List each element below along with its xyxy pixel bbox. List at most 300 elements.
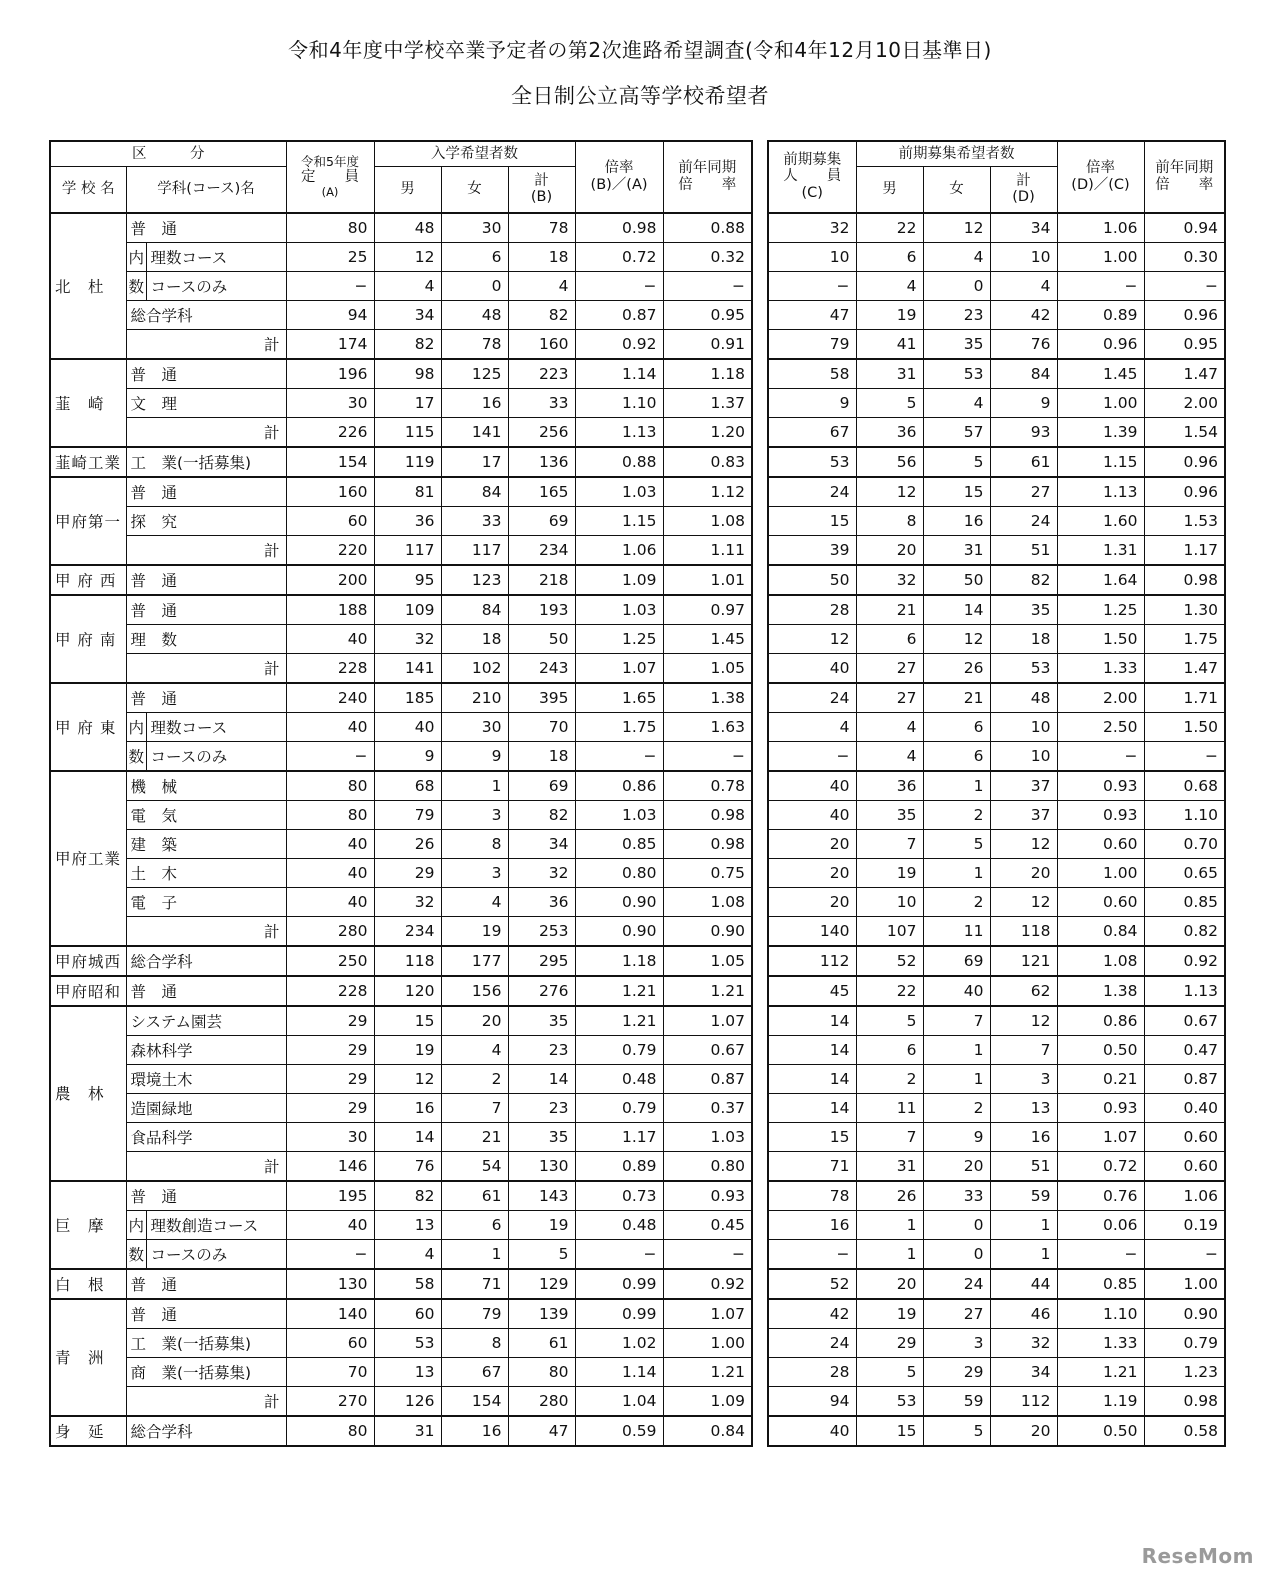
value-cell: 10 bbox=[990, 712, 1057, 741]
value-cell: 28 bbox=[768, 1357, 856, 1386]
value-cell: 0.91 bbox=[663, 329, 752, 359]
value-cell: 95 bbox=[374, 565, 441, 595]
table-row bbox=[768, 800, 1225, 829]
department-name: 総合学科 bbox=[126, 946, 286, 976]
value-cell: 17 bbox=[441, 447, 508, 477]
header-applicants: 入学希望者数 bbox=[374, 141, 575, 167]
value-cell: 0.89 bbox=[1057, 300, 1144, 329]
value-cell: 0.50 bbox=[1057, 1035, 1144, 1064]
table-row bbox=[50, 1299, 752, 1329]
value-cell: 40 bbox=[286, 624, 374, 653]
value-cell: 1.63 bbox=[663, 712, 752, 741]
value-cell: 0.45 bbox=[663, 1210, 752, 1239]
value-cell: 78 bbox=[441, 329, 508, 359]
value-cell: 0.88 bbox=[575, 447, 663, 477]
value-cell: 1.07 bbox=[575, 653, 663, 683]
value-cell: 53 bbox=[856, 1386, 923, 1416]
value-cell: 1 bbox=[923, 771, 990, 801]
header-school: 学 校 名 bbox=[50, 167, 126, 213]
value-cell: 1.07 bbox=[663, 1299, 752, 1329]
table-row bbox=[50, 624, 752, 653]
value-cell: 0.78 bbox=[663, 771, 752, 801]
value-cell: 40 bbox=[286, 712, 374, 741]
value-cell: 5 bbox=[856, 1006, 923, 1036]
value-cell: 0.98 bbox=[663, 800, 752, 829]
value-cell: 4 bbox=[856, 712, 923, 741]
table-row bbox=[768, 271, 1225, 300]
value-cell: 140 bbox=[768, 916, 856, 946]
table-row bbox=[768, 1151, 1225, 1181]
value-cell: 0.99 bbox=[575, 1299, 663, 1329]
value-cell: 80 bbox=[286, 213, 374, 243]
department-name: 普 通 bbox=[126, 1181, 286, 1211]
value-cell: 1 bbox=[856, 1210, 923, 1239]
value-cell: 1.75 bbox=[1144, 624, 1225, 653]
table-row bbox=[768, 916, 1225, 946]
department-name: 商 業(一括募集) bbox=[126, 1357, 286, 1386]
value-cell: 223 bbox=[508, 359, 575, 389]
value-cell: 40 bbox=[286, 887, 374, 916]
value-cell: 234 bbox=[374, 916, 441, 946]
table-row bbox=[50, 916, 752, 946]
value-cell: 0.99 bbox=[575, 1269, 663, 1299]
value-cell: 1.03 bbox=[575, 477, 663, 507]
value-cell: 15 bbox=[923, 477, 990, 507]
value-cell: 29 bbox=[286, 1006, 374, 1036]
value-cell: 70 bbox=[508, 712, 575, 741]
value-cell: 0.88 bbox=[663, 213, 752, 243]
value-cell: 51 bbox=[990, 1151, 1057, 1181]
value-cell: 0.86 bbox=[1057, 1006, 1144, 1036]
value-cell: 59 bbox=[923, 1386, 990, 1416]
value-cell: 14 bbox=[768, 1035, 856, 1064]
table-row bbox=[50, 683, 752, 713]
value-cell: 58 bbox=[374, 1269, 441, 1299]
table-row bbox=[50, 1122, 752, 1151]
value-cell: 32 bbox=[990, 1328, 1057, 1357]
value-cell: 1.64 bbox=[1057, 565, 1144, 595]
header-prev-l1: 前年同期 bbox=[678, 160, 737, 177]
value-cell: 50 bbox=[768, 565, 856, 595]
value-cell: 0.76 bbox=[1057, 1181, 1144, 1211]
value-cell: 218 bbox=[508, 565, 575, 595]
department-name: 文 理 bbox=[126, 388, 286, 417]
value-cell: 35 bbox=[508, 1006, 575, 1036]
value-cell: 130 bbox=[508, 1151, 575, 1181]
value-cell: 0.80 bbox=[575, 858, 663, 887]
table-row bbox=[768, 683, 1225, 713]
table-row bbox=[50, 477, 752, 507]
value-cell: 143 bbox=[508, 1181, 575, 1211]
value-cell: 60 bbox=[374, 1299, 441, 1329]
department-name: 森林科学 bbox=[126, 1035, 286, 1064]
value-cell: 1 bbox=[923, 1064, 990, 1093]
value-cell: 1.54 bbox=[1144, 417, 1225, 447]
value-cell: 61 bbox=[990, 447, 1057, 477]
header-dept: 学科(コース)名 bbox=[126, 167, 286, 213]
value-cell: 10 bbox=[990, 741, 1057, 771]
value-cell: 1.38 bbox=[663, 683, 752, 713]
value-cell: 32 bbox=[374, 887, 441, 916]
header-kubun: 区 分 bbox=[50, 141, 286, 167]
value-cell: 40 bbox=[768, 800, 856, 829]
value-cell: 27 bbox=[856, 653, 923, 683]
value-cell: 36 bbox=[374, 506, 441, 535]
value-cell: − bbox=[663, 271, 752, 300]
value-cell: 15 bbox=[768, 506, 856, 535]
value-cell: 3 bbox=[923, 1328, 990, 1357]
value-cell: 13 bbox=[990, 1093, 1057, 1122]
school-name: 青 洲 bbox=[50, 1299, 126, 1416]
value-cell: 30 bbox=[286, 388, 374, 417]
table-row bbox=[50, 1357, 752, 1386]
value-cell: 5 bbox=[508, 1239, 575, 1269]
value-cell: 0 bbox=[923, 1210, 990, 1239]
value-cell: 20 bbox=[856, 1269, 923, 1299]
value-cell: 0.85 bbox=[1144, 887, 1225, 916]
subtotal-label: 計 bbox=[126, 916, 286, 946]
school-name: 北 杜 bbox=[50, 213, 126, 359]
table-row bbox=[50, 595, 752, 625]
table-row bbox=[768, 477, 1225, 507]
value-cell: 8 bbox=[856, 506, 923, 535]
value-cell: 19 bbox=[856, 858, 923, 887]
value-cell: 154 bbox=[441, 1386, 508, 1416]
value-cell: 14 bbox=[923, 595, 990, 625]
value-cell: 19 bbox=[441, 916, 508, 946]
department-name: 普 通 bbox=[126, 565, 286, 595]
value-cell: − bbox=[663, 1239, 752, 1269]
value-cell: 1.33 bbox=[1057, 653, 1144, 683]
value-cell: 121 bbox=[990, 946, 1057, 976]
value-cell: 31 bbox=[856, 1151, 923, 1181]
value-cell: 19 bbox=[374, 1035, 441, 1064]
value-cell: 4 bbox=[856, 271, 923, 300]
table-row bbox=[768, 1035, 1225, 1064]
value-cell: 18 bbox=[990, 624, 1057, 653]
header-capacity-l3: (A) bbox=[321, 184, 339, 199]
value-cell: 0.84 bbox=[663, 1416, 752, 1446]
value-cell: 1.00 bbox=[1057, 242, 1144, 271]
header-early-l2: 人 員 bbox=[783, 168, 842, 185]
value-cell: 125 bbox=[441, 359, 508, 389]
value-cell: − bbox=[1144, 741, 1225, 771]
value-cell: 2 bbox=[923, 800, 990, 829]
table-row bbox=[50, 271, 752, 300]
value-cell: 12 bbox=[374, 242, 441, 271]
school-name: 韮 崎 bbox=[50, 359, 126, 447]
value-cell: 1.06 bbox=[1144, 1181, 1225, 1211]
value-cell: 40 bbox=[923, 976, 990, 1006]
value-cell: 19 bbox=[856, 1299, 923, 1329]
value-cell: 24 bbox=[923, 1269, 990, 1299]
value-cell: 177 bbox=[441, 946, 508, 976]
value-cell: 26 bbox=[374, 829, 441, 858]
value-cell: 48 bbox=[374, 213, 441, 243]
value-cell: 129 bbox=[508, 1269, 575, 1299]
value-cell: 123 bbox=[441, 565, 508, 595]
value-cell: − bbox=[1057, 741, 1144, 771]
value-cell: 20 bbox=[768, 858, 856, 887]
value-cell: 0.60 bbox=[1057, 887, 1144, 916]
table-row bbox=[768, 653, 1225, 683]
value-cell: − bbox=[663, 741, 752, 771]
value-cell: 1.17 bbox=[1144, 535, 1225, 565]
value-cell: 1.23 bbox=[1144, 1357, 1225, 1386]
department-name: コースのみ bbox=[146, 1239, 286, 1269]
value-cell: 0.98 bbox=[663, 829, 752, 858]
value-cell: 7 bbox=[441, 1093, 508, 1122]
value-cell: 93 bbox=[990, 417, 1057, 447]
right-table-body bbox=[768, 213, 1225, 1446]
table-row bbox=[768, 771, 1225, 801]
value-cell: 5 bbox=[923, 447, 990, 477]
value-cell: 2 bbox=[923, 887, 990, 916]
value-cell: 20 bbox=[768, 829, 856, 858]
value-cell: 1.19 bbox=[1057, 1386, 1144, 1416]
value-cell: 41 bbox=[856, 329, 923, 359]
header-ratio-l1: 倍率 bbox=[604, 160, 634, 177]
value-cell: 1.17 bbox=[575, 1122, 663, 1151]
department-name: システム園芸 bbox=[126, 1006, 286, 1036]
value-cell: 35 bbox=[923, 329, 990, 359]
value-cell: 3 bbox=[990, 1064, 1057, 1093]
department-name: 普 通 bbox=[126, 1269, 286, 1299]
value-cell: 1.14 bbox=[575, 1357, 663, 1386]
value-cell: − bbox=[1057, 271, 1144, 300]
value-cell: 79 bbox=[374, 800, 441, 829]
value-cell: 82 bbox=[374, 1181, 441, 1211]
value-cell: 82 bbox=[374, 329, 441, 359]
value-cell: 193 bbox=[508, 595, 575, 625]
value-cell: 0.98 bbox=[1144, 1386, 1225, 1416]
value-cell: 12 bbox=[990, 829, 1057, 858]
value-cell: 40 bbox=[286, 858, 374, 887]
department-name: 機 械 bbox=[126, 771, 286, 801]
value-cell: 5 bbox=[923, 1416, 990, 1446]
department-name: 食品科学 bbox=[126, 1122, 286, 1151]
header-ratio-right bbox=[1057, 141, 1144, 213]
table-row bbox=[50, 506, 752, 535]
value-cell: 0.93 bbox=[1057, 1093, 1144, 1122]
value-cell: 8 bbox=[441, 829, 508, 858]
value-cell: 9 bbox=[990, 388, 1057, 417]
value-cell: 6 bbox=[856, 1035, 923, 1064]
table-row bbox=[768, 300, 1225, 329]
value-cell: 1.21 bbox=[575, 1006, 663, 1036]
school-name: 韮崎工業 bbox=[50, 447, 126, 477]
value-cell: 12 bbox=[923, 213, 990, 243]
value-cell: 160 bbox=[508, 329, 575, 359]
subtotal-label: 計 bbox=[126, 329, 286, 359]
value-cell: 1.09 bbox=[575, 565, 663, 595]
value-cell: 0.98 bbox=[1144, 565, 1225, 595]
value-cell: 0.83 bbox=[663, 447, 752, 477]
value-cell: 0.60 bbox=[1057, 829, 1144, 858]
value-cell: 228 bbox=[286, 976, 374, 1006]
value-cell: 79 bbox=[441, 1299, 508, 1329]
breakdown-marker: 数 bbox=[126, 271, 146, 300]
value-cell: 0.93 bbox=[1057, 800, 1144, 829]
value-cell: 119 bbox=[374, 447, 441, 477]
breakdown-marker: 内 bbox=[126, 242, 146, 271]
value-cell: 0.87 bbox=[1144, 1064, 1225, 1093]
header-total-right bbox=[990, 167, 1057, 213]
table-row bbox=[50, 535, 752, 565]
header-early-applicants: 前期募集希望者数 bbox=[856, 141, 1057, 167]
value-cell: 20 bbox=[990, 1416, 1057, 1446]
value-cell: 14 bbox=[768, 1064, 856, 1093]
value-cell: 82 bbox=[990, 565, 1057, 595]
value-cell: 1.05 bbox=[663, 946, 752, 976]
value-cell: 34 bbox=[990, 1357, 1057, 1386]
value-cell: 34 bbox=[374, 300, 441, 329]
value-cell: 15 bbox=[768, 1122, 856, 1151]
value-cell: 23 bbox=[508, 1093, 575, 1122]
value-cell: 69 bbox=[508, 506, 575, 535]
value-cell: 20 bbox=[856, 535, 923, 565]
value-cell: 270 bbox=[286, 1386, 374, 1416]
table-row bbox=[50, 653, 752, 683]
header-total bbox=[508, 167, 575, 213]
value-cell: 25 bbox=[286, 242, 374, 271]
table-row bbox=[768, 1181, 1225, 1211]
table-row bbox=[50, 300, 752, 329]
value-cell: 0.60 bbox=[1144, 1151, 1225, 1181]
value-cell: 24 bbox=[990, 506, 1057, 535]
value-cell: 1.33 bbox=[1057, 1328, 1144, 1357]
value-cell: 17 bbox=[374, 388, 441, 417]
value-cell: 4 bbox=[508, 271, 575, 300]
value-cell: 0.75 bbox=[663, 858, 752, 887]
table-row bbox=[768, 1006, 1225, 1036]
value-cell: 1.37 bbox=[663, 388, 752, 417]
value-cell: 9 bbox=[441, 741, 508, 771]
table-row bbox=[50, 741, 752, 771]
table-row bbox=[50, 712, 752, 741]
value-cell: 50 bbox=[508, 624, 575, 653]
value-cell: 185 bbox=[374, 683, 441, 713]
value-cell: 1.20 bbox=[663, 417, 752, 447]
value-cell: 0 bbox=[923, 271, 990, 300]
value-cell: 0.58 bbox=[1144, 1416, 1225, 1446]
value-cell: 53 bbox=[374, 1328, 441, 1357]
header-early bbox=[768, 141, 856, 213]
value-cell: 1.00 bbox=[1057, 388, 1144, 417]
value-cell: 0.21 bbox=[1057, 1064, 1144, 1093]
value-cell: 1.01 bbox=[663, 565, 752, 595]
table-row bbox=[50, 1064, 752, 1093]
value-cell: 23 bbox=[923, 300, 990, 329]
header-capacity-l1: 令和5年度 bbox=[301, 153, 359, 169]
value-cell: 42 bbox=[768, 1299, 856, 1329]
value-cell: 21 bbox=[923, 683, 990, 713]
value-cell: 0.40 bbox=[1144, 1093, 1225, 1122]
header-total-l1: 計 bbox=[534, 172, 549, 189]
value-cell: 118 bbox=[374, 946, 441, 976]
value-cell: 146 bbox=[286, 1151, 374, 1181]
value-cell: 32 bbox=[856, 565, 923, 595]
value-cell: 16 bbox=[374, 1093, 441, 1122]
value-cell: 0.95 bbox=[1144, 329, 1225, 359]
value-cell: 156 bbox=[441, 976, 508, 1006]
value-cell: 1.05 bbox=[663, 653, 752, 683]
value-cell: − bbox=[1144, 1239, 1225, 1269]
value-cell: 45 bbox=[768, 976, 856, 1006]
department-name: 普 通 bbox=[126, 213, 286, 243]
value-cell: 29 bbox=[374, 858, 441, 887]
value-cell: 0.84 bbox=[1057, 916, 1144, 946]
value-cell: 1.04 bbox=[575, 1386, 663, 1416]
value-cell: 26 bbox=[856, 1181, 923, 1211]
value-cell: 295 bbox=[508, 946, 575, 976]
value-cell: 76 bbox=[374, 1151, 441, 1181]
value-cell: 0 bbox=[441, 271, 508, 300]
value-cell: 46 bbox=[990, 1299, 1057, 1329]
value-cell: 51 bbox=[990, 535, 1057, 565]
value-cell: − bbox=[286, 741, 374, 771]
page-subtitle: 全日制公立高等学校希望者 bbox=[511, 84, 769, 108]
value-cell: 19 bbox=[508, 1210, 575, 1239]
value-cell: 59 bbox=[990, 1181, 1057, 1211]
value-cell: 79 bbox=[768, 329, 856, 359]
value-cell: 220 bbox=[286, 535, 374, 565]
value-cell: 26 bbox=[923, 653, 990, 683]
value-cell: 1.03 bbox=[663, 1122, 752, 1151]
value-cell: 22 bbox=[856, 976, 923, 1006]
value-cell: 165 bbox=[508, 477, 575, 507]
value-cell: 13 bbox=[374, 1357, 441, 1386]
value-cell: 6 bbox=[923, 712, 990, 741]
value-cell: 69 bbox=[923, 946, 990, 976]
value-cell: 27 bbox=[923, 1299, 990, 1329]
school-name: 甲府昭和 bbox=[50, 976, 126, 1006]
table-row bbox=[50, 213, 752, 243]
table-row bbox=[50, 1181, 752, 1211]
value-cell: 174 bbox=[286, 329, 374, 359]
value-cell: 32 bbox=[768, 213, 856, 243]
value-cell: 33 bbox=[923, 1181, 990, 1211]
value-cell: 57 bbox=[923, 417, 990, 447]
value-cell: 0.70 bbox=[1144, 829, 1225, 858]
value-cell: 1.03 bbox=[575, 800, 663, 829]
value-cell: 32 bbox=[374, 624, 441, 653]
value-cell: 52 bbox=[768, 1269, 856, 1299]
value-cell: 0.59 bbox=[575, 1416, 663, 1446]
value-cell: 12 bbox=[990, 887, 1057, 916]
header-ratio bbox=[575, 141, 663, 213]
table-row bbox=[50, 800, 752, 829]
department-name: 普 通 bbox=[126, 1299, 286, 1329]
value-cell: 16 bbox=[990, 1122, 1057, 1151]
table-row bbox=[50, 1416, 752, 1446]
value-cell: 70 bbox=[286, 1357, 374, 1386]
table-row bbox=[768, 712, 1225, 741]
value-cell: 136 bbox=[508, 447, 575, 477]
value-cell: 94 bbox=[286, 300, 374, 329]
table-row bbox=[50, 388, 752, 417]
value-cell: 15 bbox=[374, 1006, 441, 1036]
value-cell: 61 bbox=[508, 1328, 575, 1357]
value-cell: 1.06 bbox=[1057, 213, 1144, 243]
header-ratio-right-l2: (D)／(C) bbox=[1071, 176, 1130, 193]
value-cell: 48 bbox=[441, 300, 508, 329]
value-cell: 67 bbox=[768, 417, 856, 447]
value-cell: 35 bbox=[990, 595, 1057, 625]
value-cell: 53 bbox=[990, 653, 1057, 683]
value-cell: 3 bbox=[441, 858, 508, 887]
breakdown-marker: 内 bbox=[126, 1210, 146, 1239]
